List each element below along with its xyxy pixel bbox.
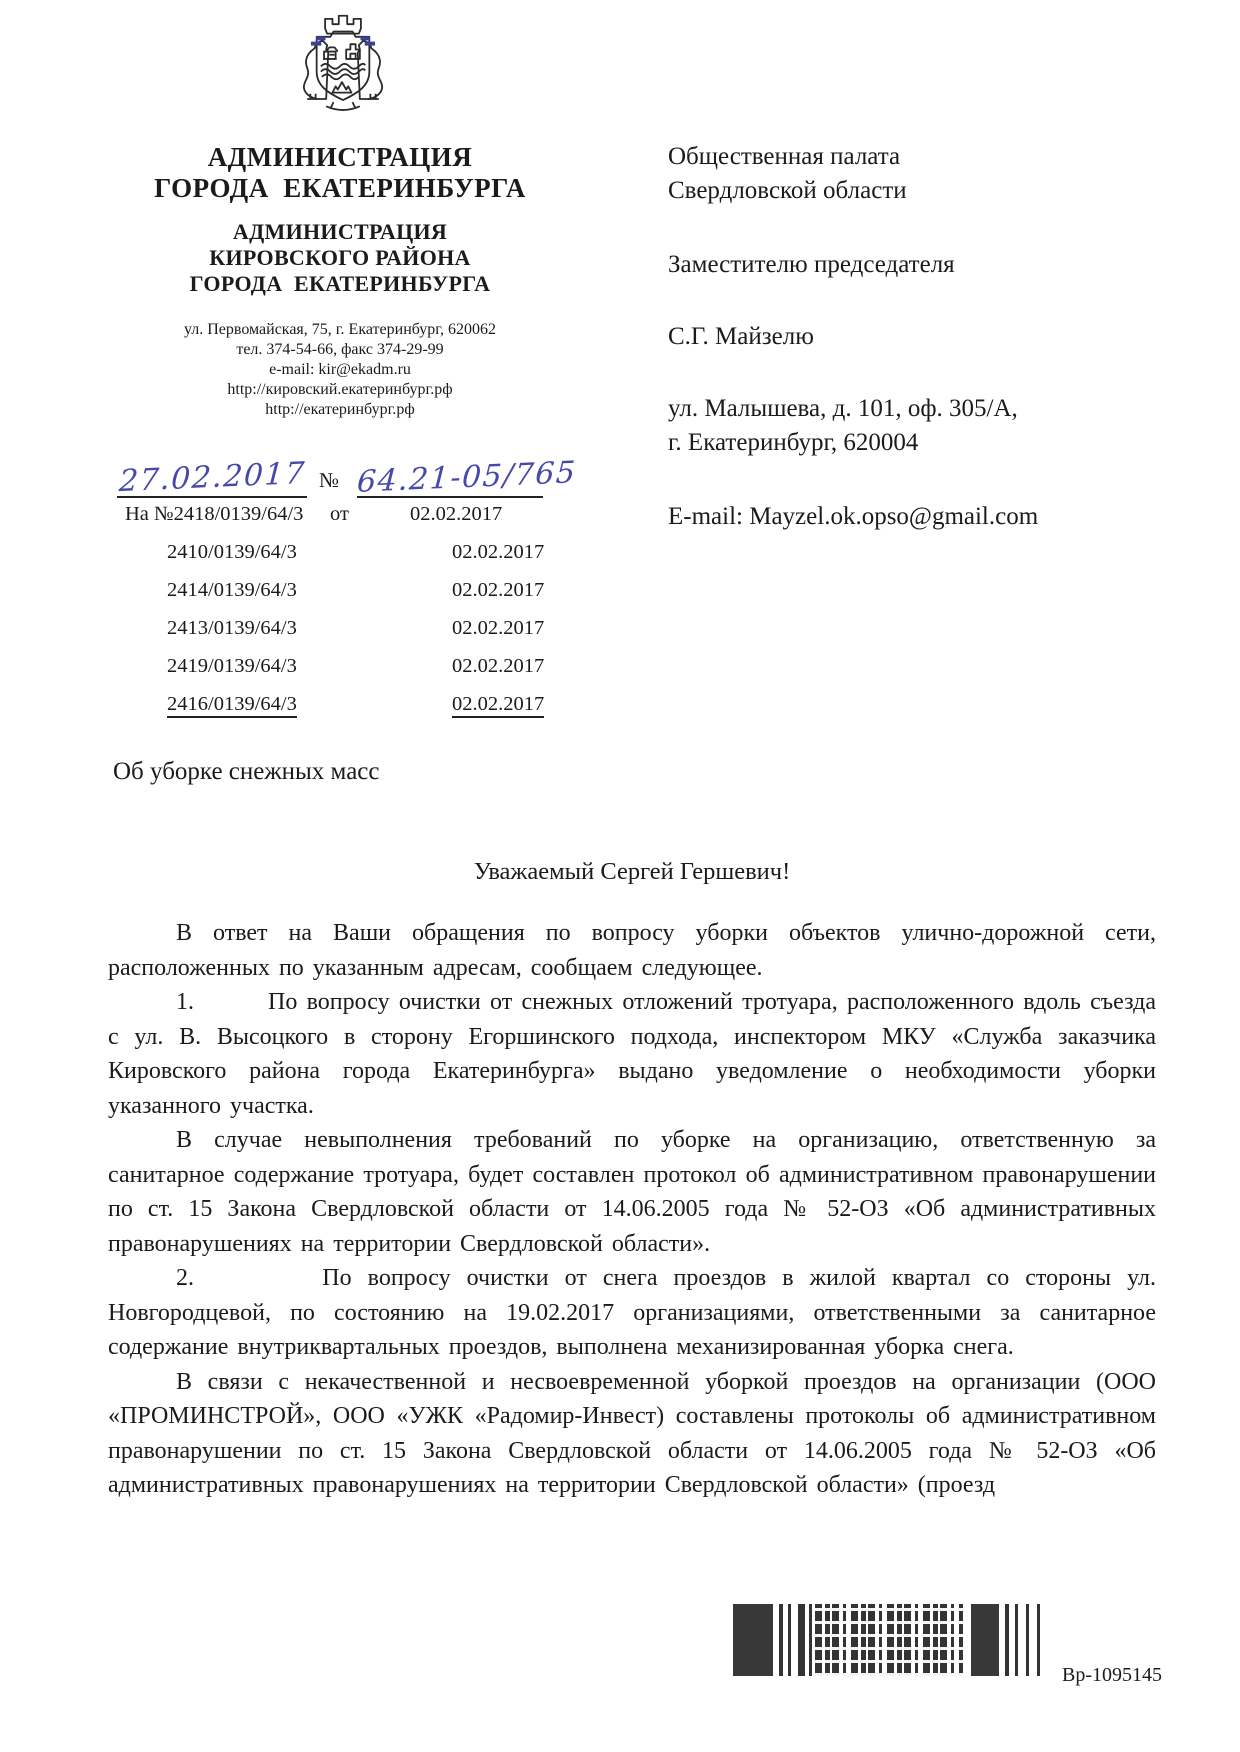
reply-prefix-label: На № xyxy=(125,503,174,525)
sender-dept-line2: КИРОВСКОГО РАЙОНА xyxy=(209,245,471,270)
outgoing-number-handwritten: 64.21-05/765 xyxy=(356,455,578,500)
recipient-address-line1: ул. Малышева, д. 101, оф. 305/А, xyxy=(668,395,1018,422)
reference-number: 2413/0139/64/3 xyxy=(167,617,297,639)
sender-org-line1: АДМИНИСТРАЦИЯ xyxy=(207,142,473,172)
body-paragraph-2: 1. По вопросу очистки от снежных отложений тротуара, расположенного вдоль съезда с ул. В. Высоцкого в сторону Егоршинского подхода, инспектором МКУ «Служба заказчика Кировского района города Екатеринбурга» выдано уведомление о необходимости уборки указанного участка. xyxy=(108,989,1156,1119)
recipient-org-line2: Свердловской области xyxy=(668,177,907,204)
sender-website-city: http://екатеринбург.рф xyxy=(265,401,415,418)
reference-row xyxy=(125,655,595,693)
body-paragraph-3: В случае невыполнения требований по уборке на организацию, ответственную за санитарное содержание тротуара, будет составлен протокол об административном правонарушении по ст. 15 Закона Свердловской области от 14.06.2005 года № 52-ОЗ «Об административных правонарушениях на территории Свердловской области». xyxy=(108,1127,1156,1257)
reference-number: 2414/0139/64/3 xyxy=(167,579,297,601)
body-paragraph-1: В ответ на Ваши обращения по вопросу уборки объектов улично-дорожной сети, расположенных по указанным адресам, сообщаем следующее. xyxy=(108,920,1156,981)
recipient-address-line2: г. Екатеринбург, 620004 xyxy=(668,429,919,456)
sender-dept-line1: АДМИНИСТРАЦИЯ xyxy=(232,219,448,244)
sender-phone-fax: тел. 374-54-66, факс 374-29-99 xyxy=(236,341,444,358)
reference-date: 02.02.2017 xyxy=(452,693,544,718)
reference-row xyxy=(125,617,595,655)
registration-barcode xyxy=(733,1604,1057,1676)
outgoing-date-field xyxy=(117,455,307,500)
sender-department-name xyxy=(112,219,568,297)
reference-row xyxy=(125,693,595,731)
sender-website-district: http://кировский.екатеринбург.рф xyxy=(227,381,453,398)
reference-number: 2419/0139/64/3 xyxy=(167,655,297,677)
reference-date: 02.02.2017 xyxy=(452,541,545,563)
outgoing-number-field xyxy=(356,455,578,500)
recipient-name: С.Г. Майзелю xyxy=(668,323,814,350)
sender-block xyxy=(112,142,568,420)
barcode-block-left xyxy=(733,1604,773,1676)
recipient-email: E-mail: Mayzel.ok.opso@gmail.com xyxy=(668,503,1039,530)
reference-date: 02.02.2017 xyxy=(452,579,545,601)
reference-date: 02.02.2017 xyxy=(410,503,503,525)
letter-subject: Об уборке снежных масс xyxy=(113,758,380,785)
outgoing-date-handwritten: 27.02.2017 xyxy=(117,455,307,500)
recipient-org-line1: Общественная палата xyxy=(668,143,901,170)
barcode-bars-right xyxy=(999,1604,1045,1676)
ot-label: от xyxy=(330,503,349,525)
reference-number: 2418/0139/64/3 xyxy=(173,503,304,525)
letter-body xyxy=(108,916,1156,1503)
sender-contacts xyxy=(112,320,568,420)
yekaterinburg-coat-of-arms-icon xyxy=(284,6,402,114)
reference-row xyxy=(125,541,595,579)
registration-line xyxy=(117,446,578,500)
reference-number: 2410/0139/64/3 xyxy=(167,541,297,563)
recipient-organization xyxy=(668,140,1180,208)
body-paragraph-5: В связи с некачественной и несвоевременной уборкой проездов на организации (ООО «ПРОМИНСТРОЙ», ООО «УЖК «Радомир-Инвест) составлены протоколы об административном правонарушении по ст. 15 Закона Свердловской области от 14.06.2005 года № 52-ОЗ «Об административных правонарушениях на территории Свердловской области» (проезд xyxy=(108,1368,1156,1498)
salutation: Уважаемый Сергей Гершевич! xyxy=(473,858,791,885)
sender-org-line2: ГОРОДА ЕКАТЕРИНБУРГА xyxy=(154,173,526,203)
incoming-references-list xyxy=(125,503,595,731)
sender-org-name xyxy=(112,142,568,204)
sender-email: e-mail: kir@ekadm.ru xyxy=(269,361,411,378)
sender-postal-address: ул. Первомайская, 75, г. Екатеринбург, 620062 xyxy=(183,321,497,338)
reference-date: 02.02.2017 xyxy=(452,655,545,677)
recipient-position: Заместителю председателя xyxy=(668,251,955,278)
barcode-bars-left xyxy=(773,1604,815,1676)
recipient-address xyxy=(668,392,1180,460)
barcode-block-right xyxy=(971,1604,999,1676)
reference-date: 02.02.2017 xyxy=(452,617,545,639)
reference-row xyxy=(125,503,595,541)
barcode-label: Вр-1095145 xyxy=(1062,1664,1162,1686)
sender-dept-line3: ГОРОДА ЕКАТЕРИНБУРГА xyxy=(189,271,491,296)
barcode-matrix-section xyxy=(815,1604,963,1676)
recipient-block xyxy=(668,140,1180,574)
body-paragraph-4: 2. По вопросу очистки от снега проездов в жилой квартал со стороны ул. Новгородцевой, по состоянию на 19.02.2017 организациями, ответственными за санитарное содержание внутриквартальных проездов, выполнена механизированная уборка снега. xyxy=(108,1265,1156,1360)
number-sign-label: № xyxy=(319,468,340,492)
reference-number: 2416/0139/64/3 xyxy=(167,693,297,718)
reference-row xyxy=(125,579,595,617)
